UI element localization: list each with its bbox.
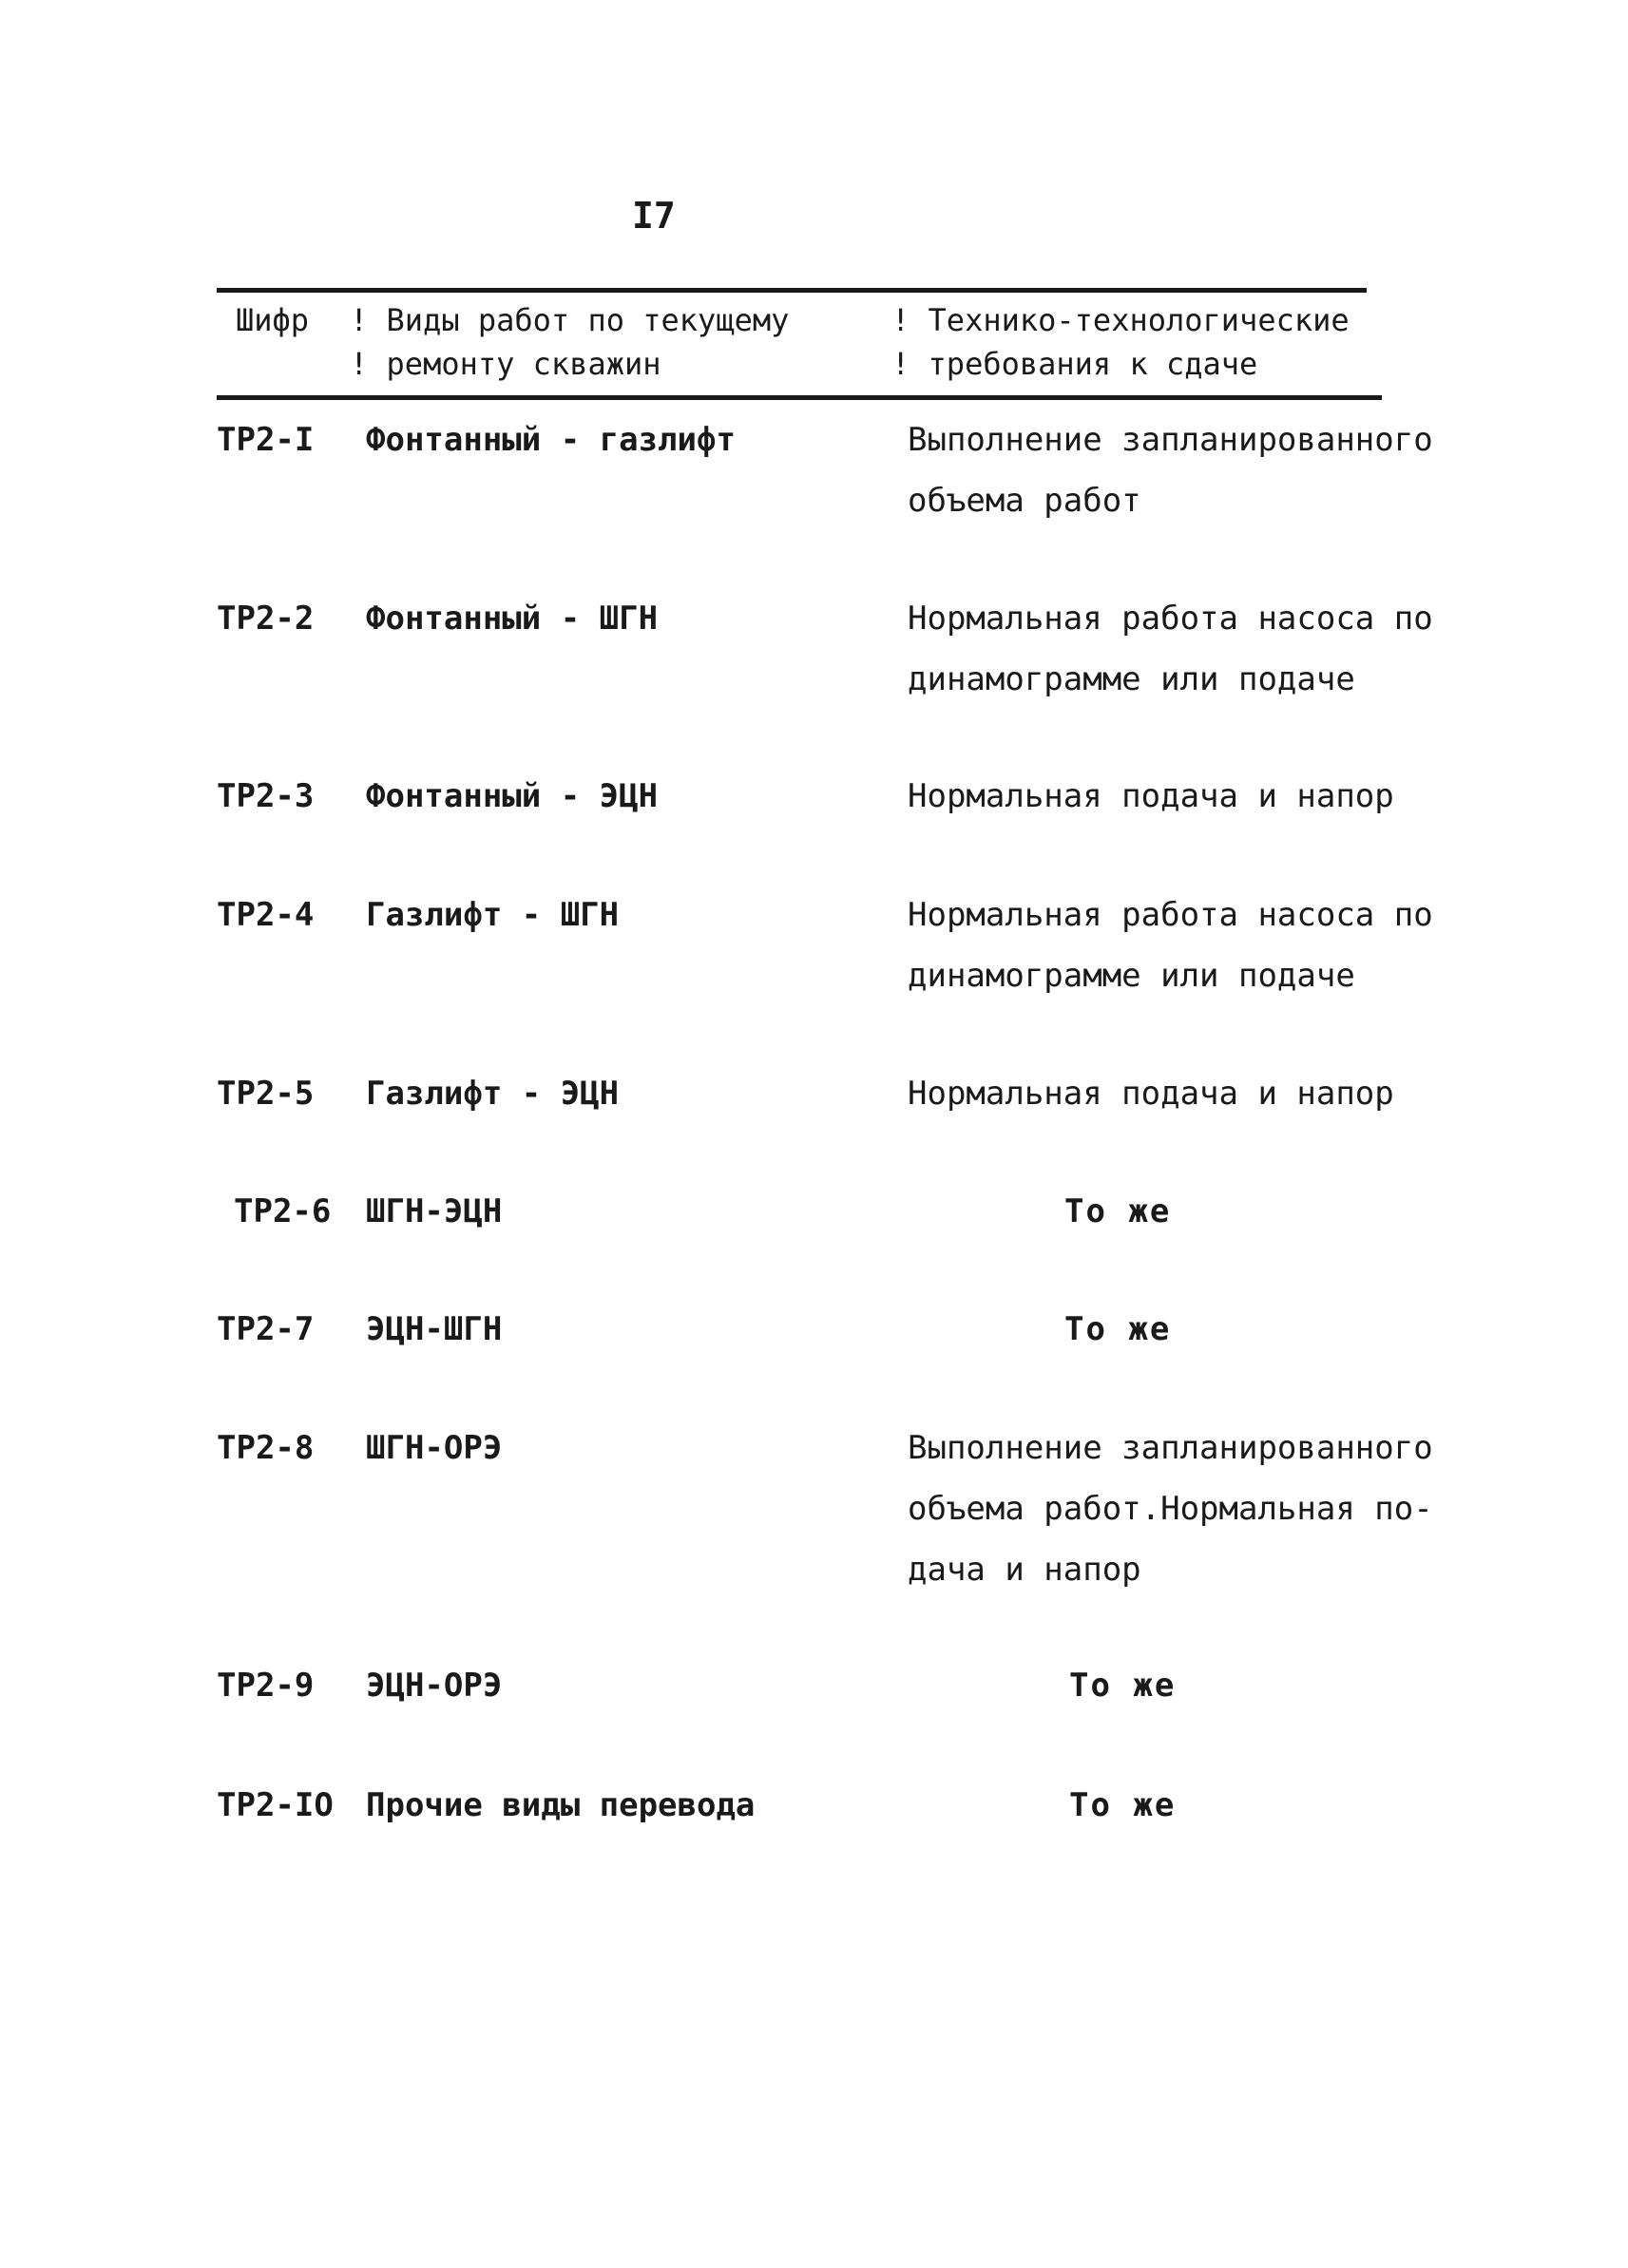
row-work-type: ЭЦН-ОРЭ xyxy=(366,1667,503,1705)
row-requirement-line: Выполнение запланированного xyxy=(908,421,1433,459)
row-requirement-line: То же xyxy=(1064,1310,1172,1348)
row-work-type: ЭЦН-ШГН xyxy=(366,1310,503,1348)
row-requirement-line: Выполнение запланированного xyxy=(908,1429,1433,1467)
row-code: ТР2-9 xyxy=(217,1667,315,1705)
row-requirement-line: динамограмме или подаче xyxy=(908,660,1355,698)
header-work-line1: ! Виды работ по текущему xyxy=(350,302,790,338)
row-requirement-line: Нормальная подача и напор xyxy=(908,1075,1394,1113)
row-work-type: Газлифт - ЭЦН xyxy=(366,1075,620,1113)
table-top-rule xyxy=(217,288,1367,293)
row-code: ТР2-7 xyxy=(217,1310,315,1348)
row-requirement-line: объема работ.Нормальная по- xyxy=(908,1490,1433,1528)
header-bottom-rule xyxy=(217,395,1382,400)
row-work-type: ШГН-ЭЦН xyxy=(366,1192,503,1230)
row-code: ТР2-2 xyxy=(217,600,315,638)
row-work-type: Фонтанный - ШГН xyxy=(366,600,659,638)
header-work-line2: ! ремонту скважин xyxy=(350,346,661,382)
row-code: ТР2-8 xyxy=(217,1429,315,1467)
row-code: ТР2-I xyxy=(217,421,315,459)
row-requirement-line: Нормальная подача и напор xyxy=(908,777,1394,815)
row-code: ТР2-IO xyxy=(217,1786,334,1824)
row-requirement-line: То же xyxy=(1069,1667,1177,1705)
row-work-type: Газлифт - ШГН xyxy=(366,896,620,934)
row-requirement-line: Нормальная работа насоса по xyxy=(908,600,1433,638)
row-code: ТР2-5 xyxy=(217,1075,315,1113)
row-requirement-line: динамограмме или подаче xyxy=(908,957,1355,995)
header-req-line2: ! требования к сдаче xyxy=(891,346,1258,382)
row-work-type: ШГН-ОРЭ xyxy=(366,1429,503,1467)
header-req-line1: ! Технико-технологические xyxy=(891,302,1350,338)
page-number: I7 xyxy=(632,195,676,237)
header-code: Шифр xyxy=(236,302,310,338)
row-requirement-line: объема работ xyxy=(908,482,1141,520)
row-work-type: Фонтанный - ЭЦН xyxy=(366,777,659,815)
row-requirement-line: дача и напор xyxy=(908,1551,1141,1589)
row-code: ТР2-4 xyxy=(217,896,315,934)
row-code: ТР2-3 xyxy=(217,777,315,815)
row-work-type: Фонтанный - газлифт xyxy=(366,421,736,459)
row-code: ТР2-6 xyxy=(234,1192,332,1230)
row-work-type: Прочие виды перевода xyxy=(366,1786,756,1824)
row-requirement-line: То же xyxy=(1069,1786,1177,1824)
row-requirement-line: Нормальная работа насоса по xyxy=(908,896,1433,934)
row-requirement-line: То же xyxy=(1064,1192,1172,1230)
